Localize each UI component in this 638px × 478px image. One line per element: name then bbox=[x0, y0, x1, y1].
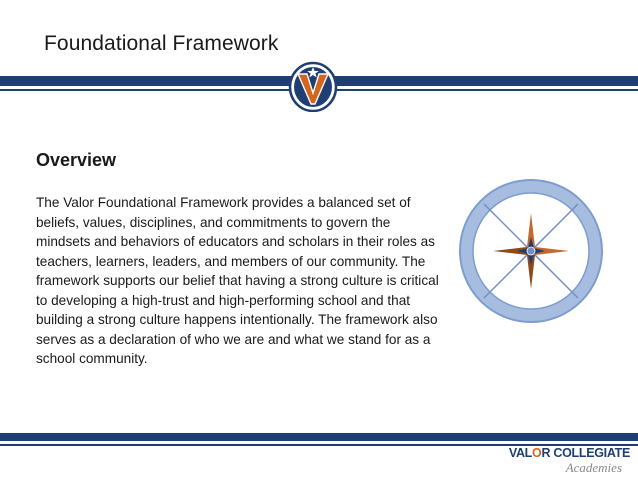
compass-rose-icon bbox=[455, 175, 607, 327]
logo-wordmark: VALOR COLLEGIATE bbox=[508, 446, 630, 460]
footer-rule bbox=[0, 433, 638, 441]
valor-emblem-icon bbox=[288, 60, 338, 112]
logo-subtitle: Academies bbox=[565, 460, 622, 475]
valor-collegiate-logo bbox=[509, 446, 630, 474]
page-title: Foundational Framework bbox=[44, 32, 279, 55]
overview-paragraph: The Valor Foundational Framework provides a balanced set of beliefs, values, disciplines, and commitments to govern the mindsets and behaviors of educators and scholars in their roles as teachers, learners, leaders, and members of our community. The framework supports our belief that having a strong culture is critical to developing a high-trust and high-performing school and that building a strong culture happens intentionally. The framework also serves as a declaration of who we are and what we stand for as a school community. bbox=[36, 195, 439, 366]
section-heading: Overview bbox=[36, 150, 117, 170]
